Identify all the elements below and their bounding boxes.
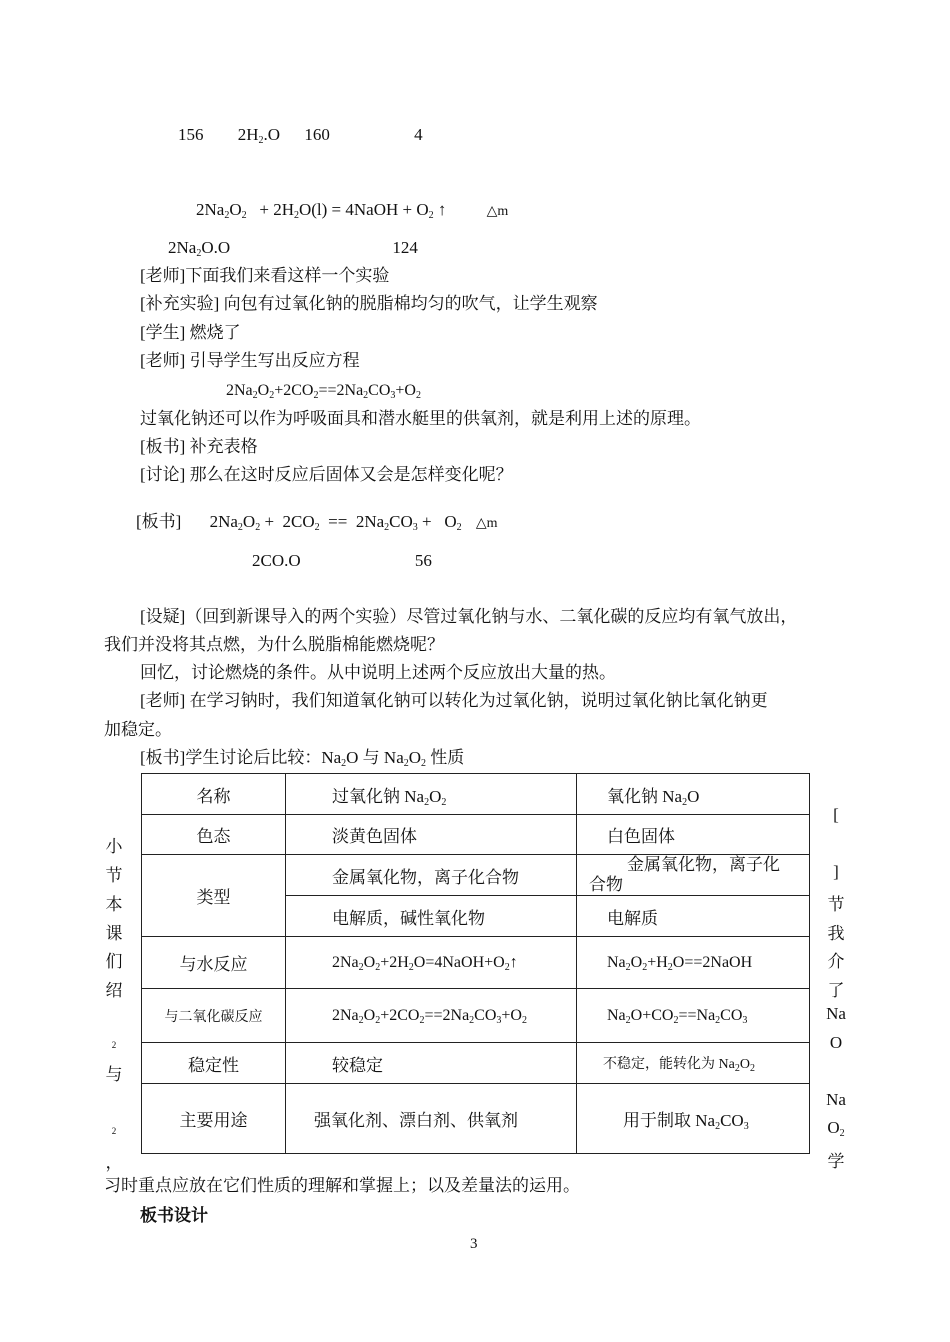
teacher-line-3b: 加稳定。	[104, 720, 172, 739]
header-oxide: 氧化钠 $Na_2O$	[577, 774, 810, 815]
board-line-3: [板书]学生讨论后比较：$Na_2O$ 与 $Na_2O_2$ 性质	[140, 748, 465, 769]
cell-uses-peroxide: 强氧化剂、漂白剂、供氧剂	[286, 1084, 577, 1154]
question-line-1: [设疑]（回到新课导入的两个实验）尽管过氧化钠与水、二氧化碳的反应均有氧气放出，	[140, 607, 798, 626]
cell-type-oxide-1: 金属氧化物，离子化 合物	[577, 855, 810, 896]
cell-co2-oxide: $Na_2O+CO_2==Na_2CO_3$	[577, 989, 810, 1043]
row-label-type: 类型	[142, 855, 286, 937]
mass-row-1: 156 $2H_2.O$ 160 4	[178, 125, 423, 146]
cell-type-oxide-2: 电解质	[577, 896, 810, 937]
row-label-stability: 稳定性	[142, 1043, 286, 1084]
table-row	[142, 815, 810, 855]
row-label-water: 与水反应	[142, 937, 286, 989]
cell-water-peroxide: $2Na_2O_2+2H_2O=4NaOH+O_2↑$	[286, 937, 577, 989]
section-heading: 板书设计	[140, 1206, 208, 1225]
comparison-table	[141, 773, 810, 1154]
equation-co2: $2Na_2O_2+2CO_2==2Na_2CO_3+O_2$	[226, 382, 421, 401]
table-row	[142, 1084, 810, 1154]
mass-row-2: $2Na_2O.O$ 124	[168, 238, 418, 259]
equation-water: $2Na_2O_2$ + $2H_2O(l)$ = 4NaOH + $O_2$ ↑ △m	[196, 200, 509, 221]
table-row	[142, 1043, 810, 1084]
application-line: 过氧化钠还可以作为呼吸面具和潜水艇里的供氧剂，就是利用上述的原理。	[140, 409, 701, 428]
header-name: 名称	[142, 774, 286, 815]
recall-line: 回忆，讨论燃烧的条件。从中说明上述两个反应放出大量的热。	[140, 663, 616, 682]
teacher-line-3a: [老师] 在学习钠时，我们知道氧化钠可以转化为过氧化钠，说明过氧化钠比氧化钠更	[140, 691, 768, 710]
row-label-co2: 与二氧化碳反应	[142, 989, 286, 1043]
cell-color-peroxide: 淡黄色固体	[286, 815, 577, 855]
cell-co2-peroxide: $2Na_2O_2+2CO_2==2Na_2CO_3+O_2$	[286, 989, 577, 1043]
question-line-2: 我们并没将其点燃，为什么脱脂棉能燃烧呢？	[104, 635, 444, 654]
table-row	[142, 774, 810, 815]
teacher-line-2: [老师] 引导学生写出反应方程	[140, 351, 360, 370]
board-line-1: [板书] 补充表格	[140, 437, 258, 456]
teacher-line-1: [老师]下面我们来看这样一个实验	[140, 266, 390, 285]
cell-type-peroxide-2: 电解质，碱性氧化物	[286, 896, 577, 937]
table-row	[142, 937, 810, 989]
mass-row-3: 2CO.O 56	[252, 551, 432, 570]
board-equation-co2: [板书] $2Na_2O_2 + 2CO_2 == 2Na_2CO_3 + O_2$ △m	[136, 512, 498, 533]
summary-line: 习时重点应放在它们性质的理解和掌握上；以及差量法的运用。	[104, 1176, 580, 1195]
page-number: 3	[470, 1236, 478, 1252]
discussion-line: [讨论] 那么在这时反应后固体又会是怎样变化呢？	[140, 465, 513, 484]
cell-type-peroxide-1: 金属氧化物，离子化合物	[286, 855, 577, 896]
cell-uses-oxide: 用于制取 $Na_2CO_3$	[577, 1084, 810, 1154]
supplementary-experiment: [补充实验] 向包有过氧化钠的脱脂棉均匀的吹气，让学生观察	[140, 294, 598, 313]
table-row	[142, 989, 810, 1043]
row-label-uses: 主要用途	[142, 1084, 286, 1154]
row-label-color: 色态	[142, 815, 286, 855]
header-peroxide: 过氧化钠 $Na_2O_2$	[286, 774, 577, 815]
cell-stability-peroxide: 较稳定	[286, 1043, 577, 1084]
cell-stability-oxide: 不稳定，能转化为 $Na_2O_2$	[577, 1043, 810, 1084]
cell-color-oxide: 白色固体	[577, 815, 810, 855]
cell-water-oxide: $Na_2O_2+H_2O==2NaOH$	[577, 937, 810, 989]
student-line: [学生] 燃烧了	[140, 323, 241, 342]
table-row	[142, 855, 810, 896]
